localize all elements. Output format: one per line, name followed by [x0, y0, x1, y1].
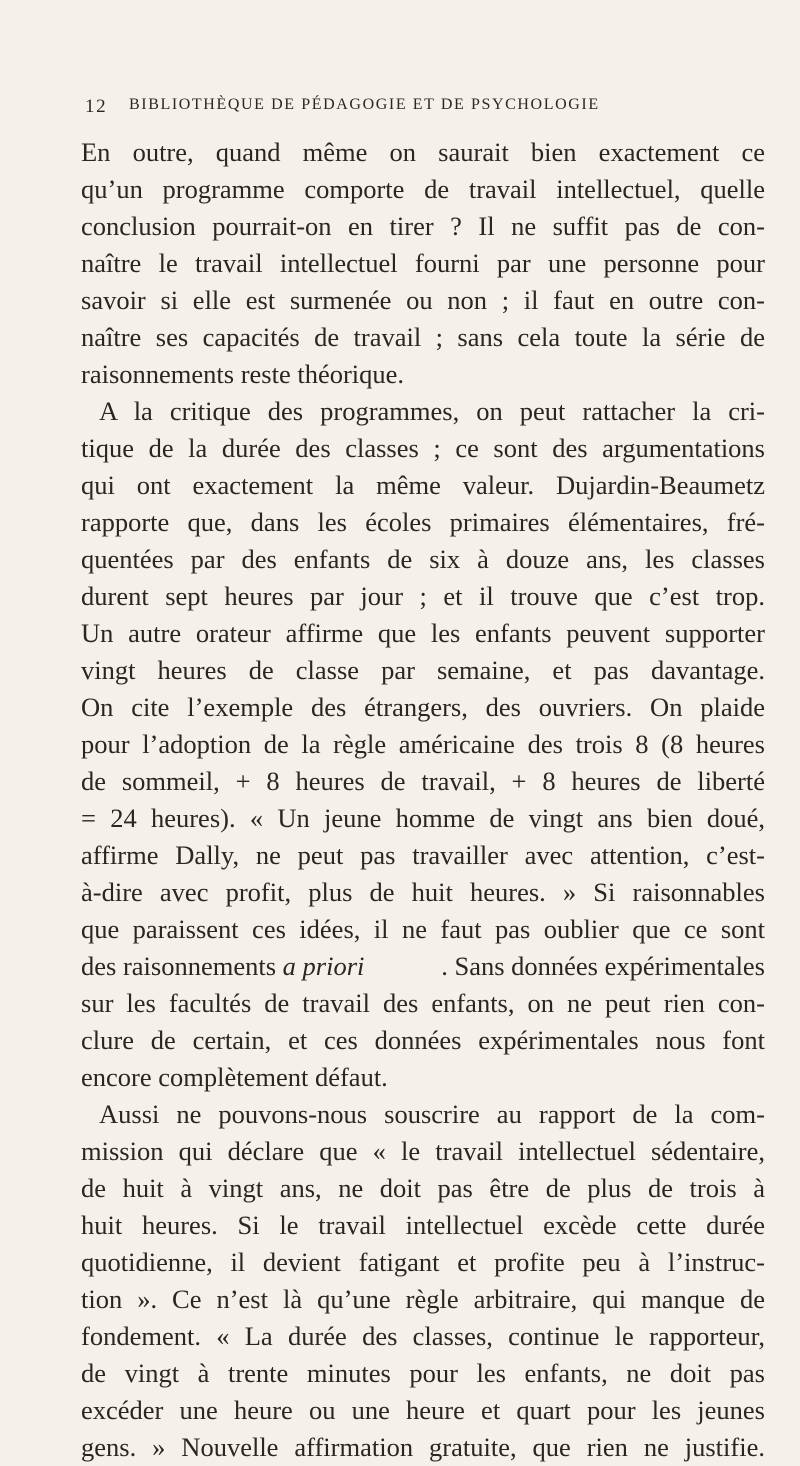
text-line: gens. » Nouvelle affirmation gratuite, que rien ne justifie.	[81, 1432, 765, 1462]
text-line: que paraissent ces idées, il ne faut pas oublier que ce sont	[81, 914, 765, 944]
text-line: En outre, quand même on saurait bien exactement ce	[81, 137, 765, 167]
text-line: Un autre orateur affirme que les enfants peuvent supporter	[81, 618, 765, 648]
text-segment: . Sans données expérimentales	[441, 951, 765, 981]
running-title: BIBLIOTHÈQUE DE PÉDAGOGIE ET DE PSYCHOLOGIE	[129, 96, 600, 113]
text-line: tion ». Ce n’est là qu’une règle arbitraire, qui manque de	[81, 1284, 765, 1314]
text-line: On cite l’exemple des étrangers, des ouvriers. On plaide	[81, 692, 765, 722]
text-line: A la critique des programmes, on peut rattacher la cri-	[99, 396, 765, 426]
text-line: tique de la durée des classes ; ce sont des argumentations	[81, 433, 765, 463]
text-line: qui ont exactement la même valeur. Dujardin-Beaumetz	[81, 470, 765, 500]
text-line	[81, 948, 765, 985]
text-line: fondement. « La durée des classes, continue le rapporteur,	[81, 1321, 765, 1351]
text-line: quentées par des enfants de six à douze ans, les classes	[81, 544, 765, 574]
text-line: de sommeil, + 8 heures de travail, + 8 heures de liberté	[81, 766, 765, 796]
text-segment: des raisonnements	[81, 951, 283, 981]
text-line: huit heures. Si le travail intellectuel excède cette durée	[81, 1210, 765, 1240]
text-line: clure de certain, et ces données expérimentales nous font	[81, 1025, 765, 1055]
body-text	[81, 134, 765, 1466]
text-line: vingt heures de classe par semaine, et pas davantage.	[81, 655, 765, 685]
text-line: = 24 heures). « Un jeune homme de vingt ans bien doué,	[81, 803, 765, 833]
text-line: encore complètement défaut.	[81, 1062, 388, 1092]
text-line: sur les facultés de travail des enfants, on ne peut rien con-	[81, 988, 765, 1018]
text-line: naître le travail intellectuel fourni par une personne pour	[81, 248, 765, 278]
text-line: mission qui déclare que « le travail intellectuel sédentaire,	[81, 1136, 765, 1166]
text-line: savoir si elle est surmenée ou non ; il faut en outre con-	[81, 285, 765, 315]
text-line: Aussi ne pouvons-nous souscrire au rapport de la com-	[99, 1099, 765, 1129]
page-header	[85, 96, 778, 118]
text-line: conclusion pourrait-on en tirer ? Il ne suffit pas de con-	[81, 211, 765, 241]
text-line: quotidienne, il devient fatigant et profite peu à l’instruc-	[81, 1247, 765, 1277]
text-line: raisonnements reste théorique.	[81, 359, 405, 389]
text-line: à-dire avec profit, plus de huit heures. » Si raisonnables	[81, 877, 765, 907]
text-line: de vingt à trente minutes pour les enfants, ne doit pas	[81, 1358, 765, 1388]
text-line: rapporte que, dans les écoles primaires élémentaires, fré-	[81, 507, 765, 537]
text-line: affirme Dally, ne peut pas travailler avec attention, c’est-	[81, 840, 765, 870]
italic-term: a priori	[282, 951, 365, 981]
text-line: naître ses capacités de travail ; sans cela toute la série de	[81, 322, 765, 352]
text-line: excéder une heure ou une heure et quart pour les jeunes	[81, 1395, 765, 1425]
text-line: de huit à vingt ans, ne doit pas être de plus de trois à	[81, 1173, 765, 1203]
page-number: 12	[85, 96, 108, 117]
text-line: durent sept heures par jour ; et il trouve que c’est trop.	[81, 581, 765, 611]
text-line: qu’un programme comporte de travail intellectuel, quelle	[81, 174, 765, 204]
text-line: pour l’adoption de la règle américaine des trois 8 (8 heures	[81, 729, 765, 759]
